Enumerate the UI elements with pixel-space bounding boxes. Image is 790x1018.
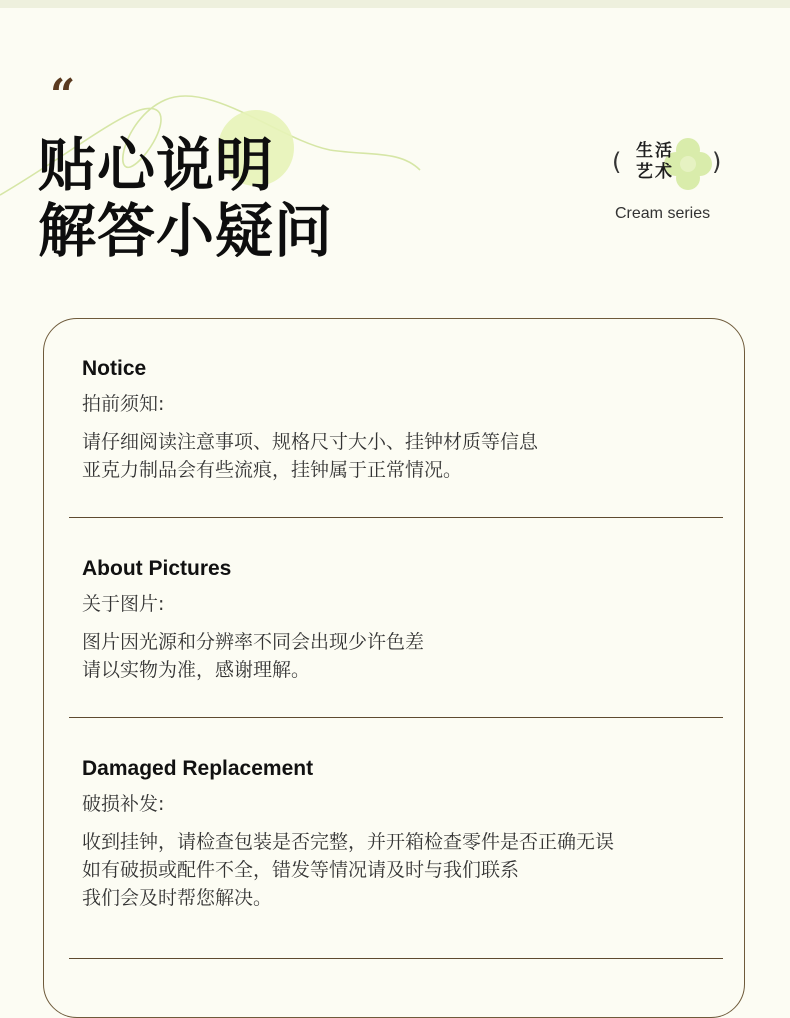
section-body (82, 428, 722, 484)
section-line: 请以实物为准，感谢理解。 (82, 659, 311, 681)
section-body (82, 828, 722, 912)
section-notice (82, 357, 722, 484)
section-body (82, 628, 722, 684)
section-subtitle: 关于图片: (82, 593, 165, 615)
top-strip (0, 0, 790, 8)
section-line: 图片因光源和分辨率不同会出现少许色差 (82, 631, 425, 653)
section-divider (69, 517, 723, 518)
badge-paren-left: ( (612, 148, 622, 176)
section-title: Notice (82, 357, 147, 380)
section-divider (69, 958, 723, 959)
section-line: 收到挂钟，请检查包装是否完整，并开箱检查零件是否正确无误 (82, 831, 615, 853)
section-subtitle: 破损补发: (82, 793, 165, 815)
page-title-line2: 解答小疑问 (38, 197, 334, 265)
badge-text-line1: 生活 (636, 141, 674, 161)
page-title-line1: 贴心说明 (38, 131, 275, 199)
section-line: 我们会及时帮您解决。 (82, 887, 273, 909)
badge-paren-right: ) (712, 148, 722, 176)
badge-text-line2: 艺术 (636, 162, 674, 182)
section-subtitle: 拍前须知: (82, 393, 165, 415)
section-divider (69, 717, 723, 718)
brand-subtitle: Cream series (615, 205, 711, 222)
section-line: 如有破损或配件不全，错发等情况请及时与我们联系 (82, 859, 520, 881)
quote-mark: “ (50, 70, 76, 121)
section-about-pictures (82, 557, 722, 684)
section-line: 请仔细阅读注意事项、规格尺寸大小、挂钟材质等信息 (82, 431, 539, 453)
section-damaged-replacement (82, 757, 722, 912)
section-line: 亚克力制品会有些流痕，挂钟属于正常情况。 (82, 459, 463, 481)
section-title: Damaged Replacement (82, 757, 314, 780)
section-title: About Pictures (82, 557, 232, 580)
